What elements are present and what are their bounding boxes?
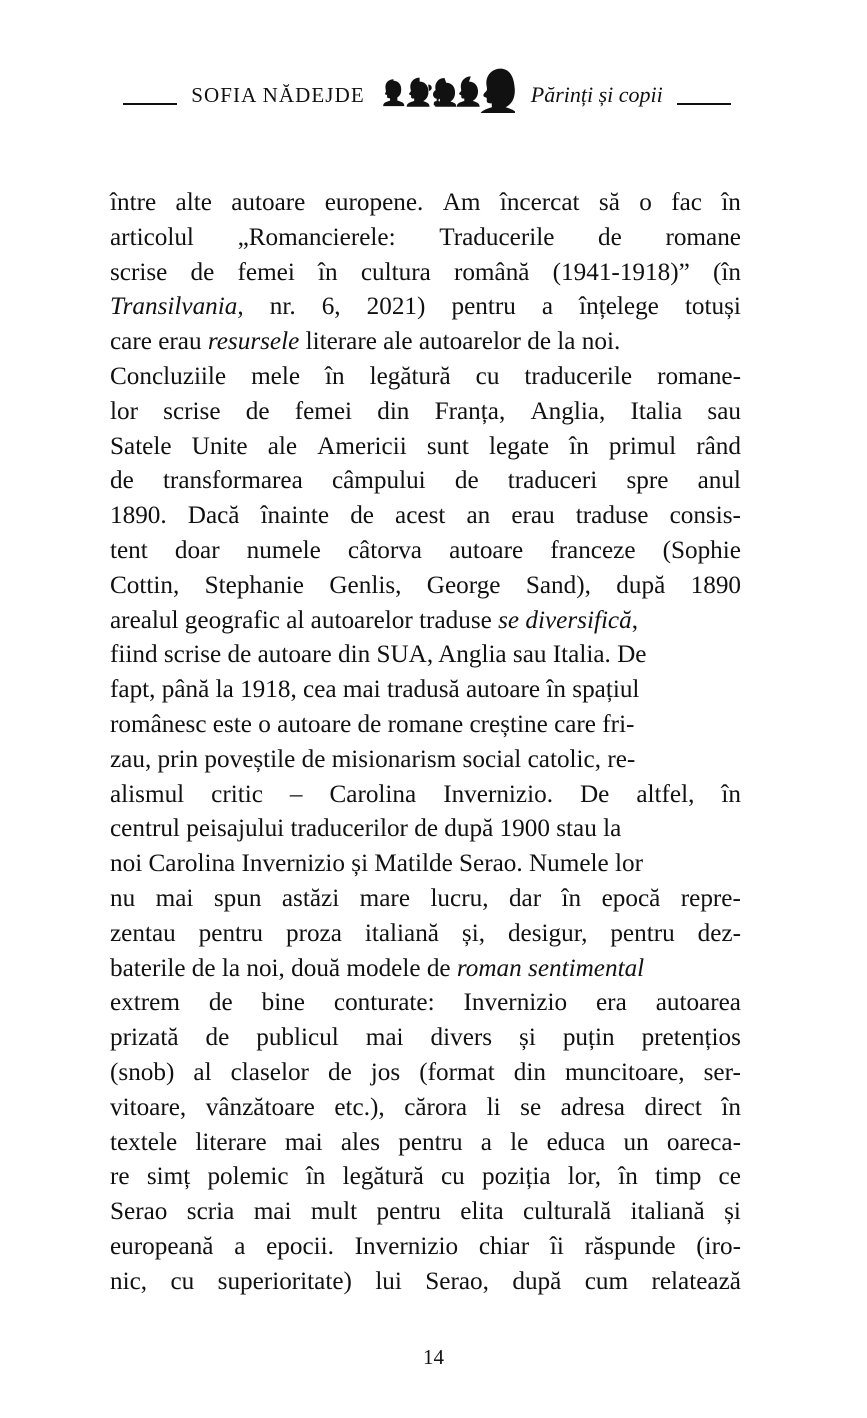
word: în [561,884,582,912]
word: a [480,1128,492,1156]
word: transformarea [162,467,303,495]
word: Cottin, [110,571,180,599]
word: spun [213,884,262,912]
word: cu [475,362,500,390]
word: în [721,1093,741,1121]
text-line [110,1230,741,1265]
word: claselor [230,1058,309,1086]
word: (format [419,1058,495,1086]
word: relatează [651,1267,741,1295]
word: nic, [110,1267,148,1295]
word: din [377,397,410,425]
word: câtorva [347,536,422,564]
word: pentru [610,919,675,947]
word: după [512,1267,562,1295]
word: proza [285,919,342,947]
word: femei [237,258,295,286]
word: din [513,1058,546,1086]
running-head-rule-right [677,103,731,105]
word: pretențios [641,1024,741,1052]
word: pentru [376,1198,441,1226]
word: Dacă [187,502,240,530]
word: (Sophie [662,536,741,564]
word: de [245,397,270,425]
text-line: baterile de la noi, două modele de roman sentimental [110,954,645,982]
word: extrem [110,989,180,1017]
word: an [466,502,491,530]
text-line: fiind scrise de autoare din SUA, Anglia sau Italia. De [110,641,647,669]
word: bine [261,989,305,1017]
text-line [110,395,741,430]
word: lui [375,1267,402,1295]
word: mai [284,1128,323,1156]
word: 1890. [110,502,167,530]
text-line [110,1265,741,1300]
word: pentru [398,1128,463,1156]
word: erau [511,502,555,530]
word: cărora [404,1093,468,1121]
word: înțelege [579,293,659,321]
word: Invernizio. [443,780,553,808]
word: altfel, [636,780,695,808]
text-line: care erau resursele literare ale autoarelor de la noi. [110,328,621,356]
emphasis: se diversifică [498,606,632,634]
word: Am [442,189,481,216]
word: femei [294,397,353,425]
word: lor, [567,1163,602,1191]
word: Stephanie [204,571,304,599]
word: scrise [110,258,168,286]
text-line: românesc este o autoare de romane creștine care fri- [110,710,635,738]
word: de [350,502,374,530]
word: de [205,1024,230,1052]
word: de [454,467,479,495]
word: cultura [360,258,431,286]
text-line: noi Carolina Invernizio și Matilde Serao. Numele lor [110,850,643,878]
text-line [110,430,741,465]
word: doar [174,536,220,564]
word: romane [665,223,741,251]
text-line: centrul peisajului traducerilor de după 1900 stau la [110,815,622,843]
running-head-rule-left [123,103,177,105]
word: epocă [601,884,661,912]
word: timp [655,1163,702,1191]
text-line [110,186,741,221]
word: vânzătoare [205,1093,315,1121]
word: traduse [575,502,649,530]
word: o [639,189,652,216]
word: de [327,1058,352,1086]
word: se [520,1093,542,1121]
word: ales [340,1128,381,1156]
word: alte [175,189,212,216]
word: epocii. [266,1232,334,1260]
word: franceze [550,536,636,564]
word: autoare [449,536,524,564]
word: Italia [630,397,683,425]
word: spre [626,467,669,495]
word: tent [110,536,148,564]
word: pentru [451,293,516,321]
word: Satele [110,432,172,460]
text-line [110,1091,741,1126]
page-number: 14 [423,1345,444,1369]
word: un [623,1128,649,1156]
word: Anglia, [530,397,606,425]
text-line [110,882,741,917]
word: în [618,1163,638,1191]
word: europeană [110,1232,214,1260]
word: a [234,1232,246,1260]
text-line [110,986,741,1021]
word: – [289,780,303,808]
word: Serao, [425,1267,489,1295]
word: re [110,1163,130,1191]
word: acest [395,502,446,530]
text-line [110,464,741,499]
word: lucru, [430,884,489,912]
running-head [110,72,744,118]
word: răspunde [584,1232,676,1260]
word: polemic [207,1163,289,1191]
text-line: fapt, până la 1918, cea mai tradusă autoare în spațiul [110,676,640,704]
word: oareca- [666,1128,741,1156]
word: elita [460,1198,504,1226]
word: educa [546,1128,606,1156]
word: îi [549,1232,564,1260]
family-silhouettes-ornament [383,67,515,118]
word: le [510,1128,529,1156]
word: Traducerile [439,223,555,251]
word: scrise [163,397,221,425]
word: 1890 [690,571,741,599]
word: primul [608,432,677,460]
word: mult [310,1198,358,1226]
word: de [208,989,233,1017]
text-line [110,569,741,604]
text-line: arealul geografic al autoarelor traduse se diversifică, [110,606,639,634]
word: articolul [110,223,194,251]
word: adresa [560,1093,625,1121]
word: jos [370,1058,401,1086]
word: a [541,293,554,321]
word: critic [211,780,263,808]
text-line [110,1021,741,1056]
word: etc.), [334,1093,385,1121]
word: prizată [110,1024,179,1052]
word: desigur, [507,919,588,947]
word: lor [110,397,138,425]
text-line [110,290,741,325]
word: ser- [703,1058,741,1086]
word: astăzi [281,884,340,912]
text-line [110,917,741,952]
word: conturate: [333,989,435,1017]
word: consis- [669,502,741,530]
word: cu [170,1267,195,1295]
emphasis: roman sentimental [456,954,645,982]
body-text-block [110,186,741,1300]
word: și [724,1198,741,1226]
word: în [325,362,345,390]
word: în [569,432,589,460]
word: alismul [110,780,185,808]
text-line [110,1126,741,1161]
word: fac [671,189,702,216]
word: în [721,780,741,808]
word: Sand), [525,571,591,599]
word: poziția [482,1163,551,1191]
word: de [110,467,134,495]
word: Genlis, [329,571,402,599]
text-line [110,534,741,569]
word: câmpului [331,467,426,495]
word: zentau [110,919,176,947]
word: Invernizio [463,989,568,1017]
word: europene. [324,189,424,216]
word: de [190,258,215,286]
word: mai [155,884,194,912]
word: De [579,780,610,808]
word: cum [584,1267,629,1295]
word: în [305,1163,326,1191]
text-line [110,256,741,291]
word: Concluziile [110,362,227,390]
word: italiană [364,919,439,947]
word: traducerile [524,362,633,390]
word: dez- [697,919,741,947]
word: legătură [369,362,451,390]
text-line [110,778,741,813]
word: scria [186,1198,235,1226]
running-head-author: SOFIA NĂDEJDE [191,82,365,107]
word: mele [251,362,301,390]
word: chiar [478,1232,530,1260]
word: sau [707,397,741,425]
running-head-title: Părinți și copii [530,82,663,107]
word: puțin [562,1024,615,1052]
text-line [110,1195,741,1230]
text-line [110,1160,741,1195]
word: rând [696,432,741,460]
word: romane- [657,362,741,390]
text-line [110,221,741,256]
text-line [110,499,741,534]
word: și [519,1024,536,1052]
word: încercat [499,189,580,216]
word: traduceri [507,467,598,495]
word: 2021) [366,293,426,321]
word: muncitoare, [565,1058,685,1086]
emphasis: resursele [207,328,300,356]
text-line [110,1056,741,1091]
word: mai [365,1024,404,1052]
word: sunt [426,432,469,460]
word: superioritate) [217,1267,352,1295]
word: legate [488,432,550,460]
word: culturală [523,1198,612,1226]
word: italiană [630,1198,705,1226]
word: ce [718,1163,741,1191]
word: pentru [198,919,264,947]
word: mai [253,1198,292,1226]
word: în [721,189,741,216]
word: înainte [260,502,330,530]
word: română [453,258,530,286]
word: repre- [680,884,741,912]
word: „Romancierele: [237,223,396,251]
word: totuși [684,293,741,321]
word: Franța, [434,397,506,425]
word: nu [110,884,136,912]
word: Carolina [329,780,417,808]
word: 6, [321,293,341,321]
word: de [598,223,622,251]
word: Americii [317,432,407,460]
text-line [110,360,741,395]
word: simț [146,1163,191,1191]
word: cu [440,1163,465,1191]
word: direct [644,1093,702,1121]
word: anul [697,467,741,495]
word: Serao [110,1198,168,1226]
word: după [616,571,666,599]
word: (1941-1918)” [552,258,690,286]
word: Invernizio [354,1232,459,1260]
word: Unite [191,432,248,460]
word: vitoare, [110,1093,187,1121]
word: între [110,189,157,216]
word: (iro- [696,1232,741,1260]
word: li [486,1093,501,1121]
word: nr. [269,293,296,321]
word: și, [461,919,486,947]
word: Transilvania, [110,293,244,321]
word: al [193,1058,212,1086]
word: literare [195,1128,267,1156]
word: textele [110,1128,178,1156]
word: în [318,258,338,286]
word: autoarea [655,989,741,1017]
word: (în [712,258,741,286]
word: numele [246,536,321,564]
text-line: zau, prin poveștile de misionarism social catolic, re- [110,745,636,773]
word: autoare [231,189,306,216]
word: ale [267,432,298,460]
word: era [596,989,627,1017]
word: publicul [256,1024,339,1052]
word: (snob) [110,1058,175,1086]
word: divers [430,1024,493,1052]
word: George [426,571,501,599]
word: să [598,189,620,216]
word: mare [359,884,410,912]
word: dar [508,884,542,912]
word: legătură [342,1163,424,1191]
